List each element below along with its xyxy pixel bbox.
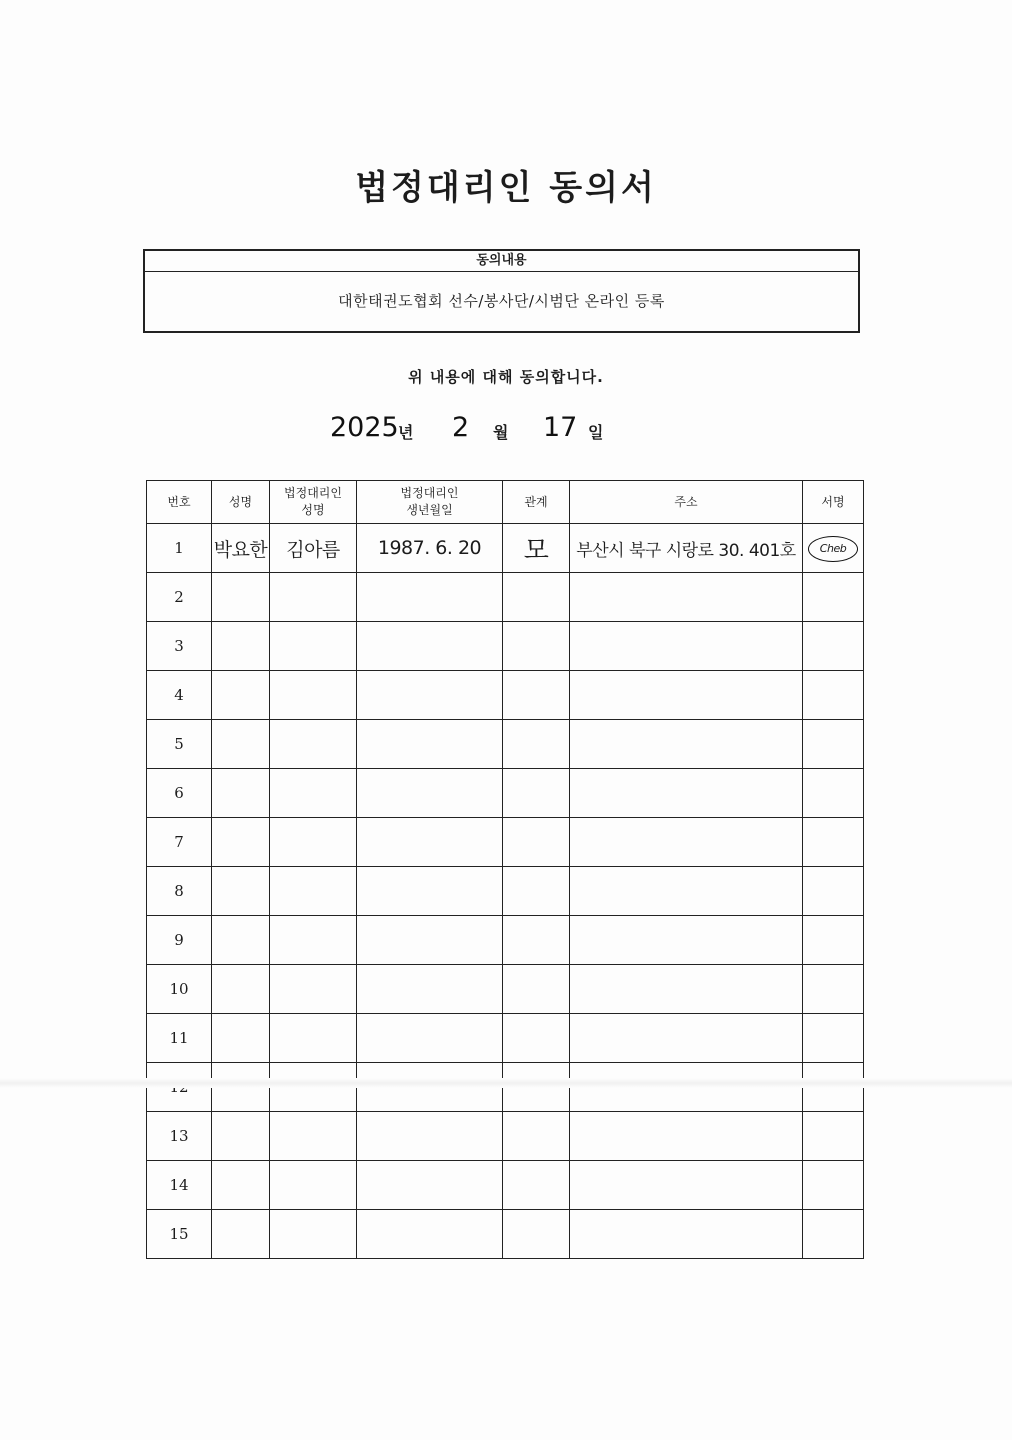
date-year-unit: 년 [398,423,414,442]
cell-address [570,965,803,1014]
cell-guardian-name [270,671,357,720]
cell-name [212,818,270,867]
cell-guardian-name [270,1014,357,1063]
cell-relation [503,720,570,769]
cell-relation [503,671,570,720]
date-year: 2025 [330,412,399,443]
cell-name [212,1210,270,1259]
cell-guardian-birth [357,671,503,720]
cell-address [570,1112,803,1161]
agreement-statement: 위 내용에 대해 동의합니다. [408,368,604,386]
cell-relation [503,916,570,965]
cell-signature [803,573,864,622]
date-month-unit: 월 [493,423,509,442]
cell-guardian-birth [357,720,503,769]
cell-signature [803,720,864,769]
table-header-row [147,481,864,524]
header-signature: 서명 [803,481,864,524]
cell-relation [503,622,570,671]
table-row [147,573,864,622]
header-name: 성명 [212,481,270,524]
cell-address [570,769,803,818]
cell-relation: 모 [503,524,570,573]
table-row [147,1112,864,1161]
cell-name: 박요한 [212,524,270,573]
cell-guardian-birth [357,573,503,622]
cell-number: 4 [147,671,212,720]
cell-address [570,1210,803,1259]
cell-name [212,1112,270,1161]
cell-signature [803,524,864,573]
cell-name [212,1161,270,1210]
cell-address [570,1014,803,1063]
signature-mark: Cheb [808,536,858,562]
cell-number: 5 [147,720,212,769]
table-row [147,622,864,671]
table-row [147,916,864,965]
consent-box [143,249,860,333]
cell-guardian-birth [357,1210,503,1259]
cell-guardian-name [270,818,357,867]
cell-relation [503,1014,570,1063]
cell-guardian-name [270,720,357,769]
cell-guardian-name [270,622,357,671]
cell-signature [803,916,864,965]
cell-signature [803,671,864,720]
cell-name [212,622,270,671]
table-row [147,769,864,818]
cell-guardian-birth [357,867,503,916]
cell-guardian-name: 김아름 [270,524,357,573]
date-month: 2 [452,412,470,443]
date-day: 17 [543,412,578,443]
cell-name [212,720,270,769]
cell-address [570,573,803,622]
cell-guardian-birth [357,769,503,818]
cell-guardian-birth [357,1014,503,1063]
cell-name [212,671,270,720]
header-relation: 관계 [503,481,570,524]
cell-address [570,1161,803,1210]
cell-number: 2 [147,573,212,622]
cell-signature [803,1161,864,1210]
cell-relation [503,573,570,622]
cell-guardian-name [270,916,357,965]
table-row [147,524,864,573]
cell-relation [503,965,570,1014]
cell-signature [803,965,864,1014]
cell-name [212,916,270,965]
cell-number: 11 [147,1014,212,1063]
table-row [147,965,864,1014]
table-row [147,1210,864,1259]
cell-name [212,573,270,622]
cell-number: 10 [147,965,212,1014]
table-row [147,671,864,720]
guardian-table [146,480,864,1259]
cell-signature [803,818,864,867]
cell-guardian-name [270,867,357,916]
table-row [147,1161,864,1210]
cell-relation [503,769,570,818]
header-guardian-name: 법정대리인 성명 [270,481,357,524]
cell-address [570,671,803,720]
document-title: 법정대리인 동의서 [355,168,657,208]
cell-signature [803,1210,864,1259]
cell-relation [503,867,570,916]
cell-name [212,769,270,818]
cell-number: 8 [147,867,212,916]
cell-number: 6 [147,769,212,818]
cell-number: 14 [147,1161,212,1210]
cell-address [570,818,803,867]
cell-signature [803,1112,864,1161]
cell-signature [803,867,864,916]
paper-fold-crease [0,1078,1012,1088]
cell-address [570,622,803,671]
header-guardian-birth: 법정대리인 생년월일 [357,481,503,524]
cell-number: 1 [147,524,212,573]
consent-header: 동의내용 [145,251,858,272]
table-row [147,818,864,867]
cell-relation [503,1112,570,1161]
cell-relation [503,1210,570,1259]
cell-guardian-name [270,1210,357,1259]
cell-guardian-birth [357,1161,503,1210]
cell-guardian-name [270,769,357,818]
cell-guardian-birth [357,818,503,867]
cell-address [570,720,803,769]
table-row [147,720,864,769]
cell-guardian-name [270,1112,357,1161]
cell-signature [803,1014,864,1063]
date-day-unit: 일 [588,423,604,442]
cell-name [212,867,270,916]
header-number: 번호 [147,481,212,524]
cell-number: 15 [147,1210,212,1259]
cell-number: 13 [147,1112,212,1161]
cell-address: 부산시 북구 시랑로 30. 401호 [570,524,803,573]
cell-guardian-name [270,1161,357,1210]
cell-address [570,867,803,916]
table-row [147,1014,864,1063]
cell-signature [803,769,864,818]
cell-guardian-birth [357,1112,503,1161]
cell-number: 9 [147,916,212,965]
cell-relation [503,1161,570,1210]
cell-name [212,1014,270,1063]
cell-guardian-birth [357,916,503,965]
table-row [147,867,864,916]
cell-signature [803,622,864,671]
consent-content: 대한태권도협회 선수/봉사단/시범단 온라인 등록 [338,292,665,310]
cell-number: 3 [147,622,212,671]
cell-relation [503,818,570,867]
cell-guardian-birth: 1987. 6. 20 [357,524,503,573]
cell-guardian-birth [357,965,503,1014]
cell-guardian-name [270,965,357,1014]
header-address: 주소 [570,481,803,524]
cell-number: 7 [147,818,212,867]
cell-name [212,965,270,1014]
cell-address [570,916,803,965]
cell-guardian-birth [357,622,503,671]
cell-guardian-name [270,573,357,622]
